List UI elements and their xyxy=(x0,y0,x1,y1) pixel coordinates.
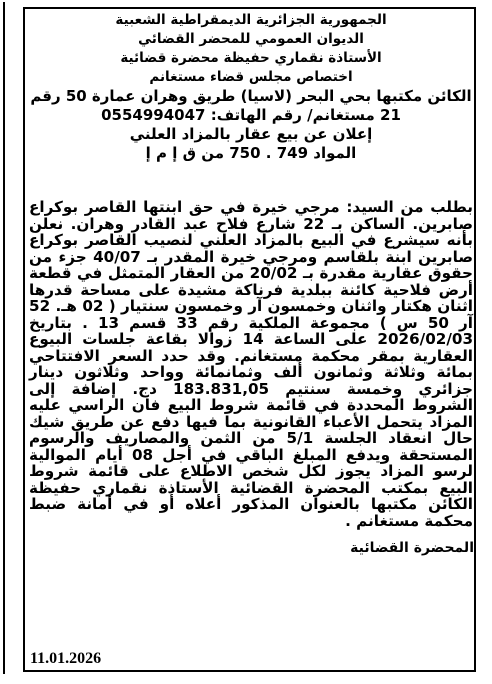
legal-articles: المواد 749 . 750 من ق إ م إ xyxy=(145,144,357,162)
header-line-bailiff: الأستاذة نقماري حفيظة محضرة قضائية xyxy=(120,50,382,66)
header-line-country: الجمهورية الجزائرية الديمقراطية الشعبية xyxy=(115,12,387,28)
header-line-office: الديوان العمومي للمحضر القضائي xyxy=(138,31,364,47)
notice-body: بطلب من السيد: مرجي خيرة في حق ابنتها القاصر بوكراع صابرين. الساكن بـ 22 شارع فلاح عبد القادر وهران. نعلن بأنه سيشرع في البيع بالمزاد العلني لنصيب القاصر بوكراع صابرين ابنة بلقاسم ومرجي خيرة المقدر بـ 40/07 جزء من حقوق عقارية مقدرة بـ 20/02 من العقار المتمثل في قطعة أرض فلاحية كائنة ببلدية فرناكة مشيدة على مساحة قدرها اثنان هكتار واثنان وخمسون آر وخمسون سنتيار ( 02 هـ. 52 آر 50 س ) مجموعة الملكية رقم 33 قسم 13 . بتاريخ 2026/02/03 على الساعة 14 زوالا بقاعة جلسات البيوع العقارية بمقر محكمة مستغانم. وقد حدد السعر الافتتاحي بمائة وثلاثة وثمانون ألف وثمانمائة وواحد وثلاثون دينار جزائري وخمسة سنتيم 183.831,05 دج. إضافة إلى الشروط المحددة في قائمة شروط البيع فان الراسي عليه المزاد يتحمل الأعباء القانونية بما فيها دفع عن طريق شيك حال انعقاد الجلسة 5/1 من الثمن والمصاريف والرسوم المستحقة ويدفع المبلغ الباقي في أجل 08 أيام الموالية لرسو المزاد يجوز لكل شخص الاطلاع على قائمة شروط البيع بمكتب المحضرة القضائية الأستاذة نقماري حفيظة الكائن مكتبها بالعنوان المذكور أعلاه أو في أمانة ضبط محكمة مستغانم . xyxy=(29,198,474,530)
header-line-jurisdiction: اختصاص مجلس قضاء مستغانم xyxy=(149,69,353,85)
notice-header xyxy=(27,11,475,163)
left-column-rule xyxy=(3,2,5,674)
header-line-address: الكائن مكتبها بحي البحر (لاسيا) طريق وهران عمارة 50 رقم xyxy=(30,87,472,105)
signature-label: المحضرة القضائية xyxy=(350,540,474,556)
notice-date: 11.01.2026 xyxy=(30,650,102,667)
notice-title: إعلان عن بيع عقار بالمزاد العلني xyxy=(129,125,373,143)
header-line-phone: 21 مستغانم/ رقم الهاتف: 0554994047 xyxy=(101,106,401,124)
